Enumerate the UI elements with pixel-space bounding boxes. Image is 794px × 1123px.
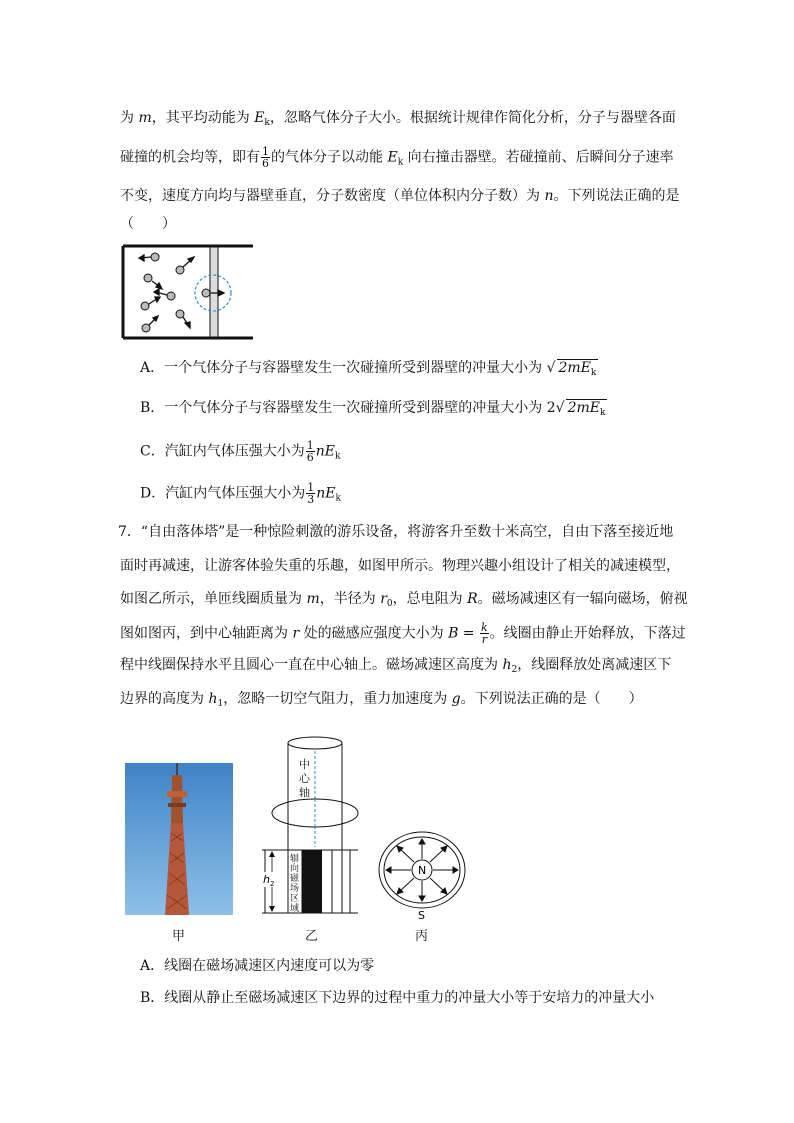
svg-text:轴: 轴 — [299, 786, 310, 799]
field-region-label — [290, 852, 300, 914]
svg-text:心: 心 — [299, 772, 310, 785]
coil-ring — [272, 799, 358, 827]
svg-text:向: 向 — [290, 864, 300, 874]
q7-option-b[interactable]: B．线圈从静止至磁场减速区下边界的过程中重力的冲量大小等于安培力的冲量大小 — [140, 990, 655, 1006]
fraction-one-sixth: $\frac{1}{6}$ — [262, 145, 269, 170]
svg-text:S: S — [418, 909, 425, 920]
svg-text:场: 场 — [290, 884, 300, 894]
q6-option-b[interactable]: B．一个气体分子与容器壁发生一次碰撞所受到器壁的冲量大小为 2√ $2mE_k$ — [140, 400, 606, 418]
deceleration-model-diagram — [258, 735, 363, 917]
q7-line-2: 面时再减速，让游客体验失重的乐趣，如图甲所示。物理兴趣小组设计了相关的减速模型， — [120, 558, 680, 574]
q7-line-3: 如图乙所示，单匝线圈质量为 m，半径为 $r_0$，总电阻为 R。磁场减速区有一辐向磁场，俯视 — [120, 591, 688, 609]
q6-line-1: 为 m，其平均动能为 $E_k$，忽略气体分子大小。根据统计规律作简化分析，分子与器壁各面 — [120, 110, 676, 128]
svg-text:2: 2 — [270, 880, 275, 888]
svg-text:辐: 辐 — [290, 854, 300, 864]
q7-line-1: 7．“自由落体塔”是一种惊险刺激的游乐设备，将游客升至数十米高空，自由下落至接近地 — [118, 524, 674, 540]
q7-line-6: 边界的高度为 $h_1$，忽略一切空气阻力，重力加速度为 g。下列说法正确的是（ ） — [120, 691, 643, 709]
q6-option-c[interactable]: C．汽缸内气体压强大小为 $\frac{1}{6}$ $nE_k$ — [140, 439, 341, 464]
q6-option-a[interactable]: A．一个气体分子与容器壁发生一次碰撞所受到器壁的冲量大小为 √ $2mE_k$ — [140, 360, 597, 378]
gas-cylinder-diagram — [118, 240, 258, 344]
q6-answer-bracket: （ ） — [120, 216, 176, 232]
caption-yi: 乙 — [305, 929, 319, 944]
caption-jia: 甲 — [172, 929, 186, 944]
svg-text:磁: 磁 — [290, 874, 300, 884]
sqrt-icon: √ — [546, 360, 556, 376]
gas-molecules — [141, 253, 210, 332]
pipe-top — [288, 737, 342, 749]
sqrt-icon: √ — [555, 400, 565, 416]
q7-line-5: 程中线圈保持水平且圆心一直在中心轴上。磁场减速区高度为 $h_2$，线圈释放处离减速区下 — [120, 657, 672, 675]
q6-line-3: 不变，速度方向均与器壁垂直，分子数密度（单位体积内分子数）为 n。下列说法正确的是 — [120, 188, 680, 204]
magnet-core — [302, 850, 322, 913]
q6-option-d[interactable]: D．汽缸内气体压强大小为 $\frac{1}{3}$ $nE_k$ — [140, 481, 341, 506]
q6-line-2: 碰撞的机会均等，即有 $\frac{1}{6}$ 的气体分子以动能 $E_k$ 向右撞击器壁。若碰撞前、后瞬间分子速率 — [120, 145, 674, 170]
axis-label — [299, 757, 311, 799]
q7-option-a[interactable]: A．线圈在磁场减速区内速度可以为零 — [140, 958, 375, 974]
q7-line-4: 图如图丙，到中心轴距离为 r 处的磁感应强度大小为 B = $\frac{k}{r}$ 。线圈由静止开始释放，下落过 — [120, 621, 686, 646]
svg-text:N: N — [418, 864, 427, 877]
free-fall-tower-photo — [125, 763, 233, 915]
svg-text:区: 区 — [290, 894, 300, 904]
svg-text:h: h — [263, 873, 270, 886]
svg-text:域: 域 — [290, 904, 300, 914]
caption-bing: 丙 — [415, 929, 429, 944]
piston-wall — [210, 247, 218, 337]
radial-field-topview — [376, 828, 468, 920]
svg-text:中: 中 — [299, 758, 310, 771]
